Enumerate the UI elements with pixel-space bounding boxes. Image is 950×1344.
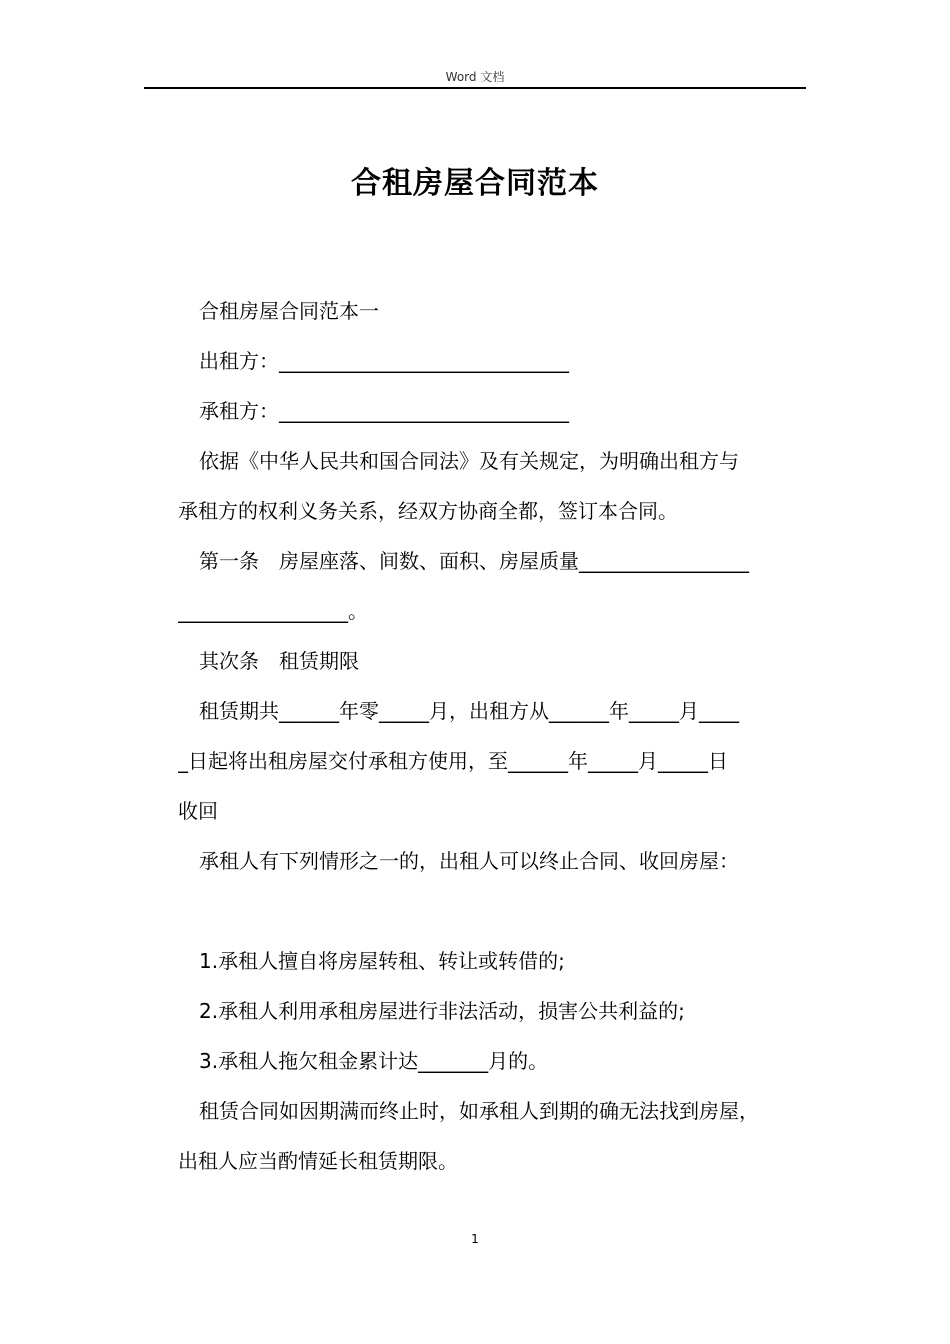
- blank-spacer: [178, 892, 802, 942]
- article-one-line: 第一条 房屋座落、间数、面积、房屋质量_________________: [199, 549, 749, 573]
- paragraph-line: 出租人应当酌情延长租赁期限。: [178, 1149, 458, 1173]
- article-two-heading: 其次条 租赁期限: [199, 649, 359, 673]
- list-item: 1.承租人擅自将房屋转租、转让或转借的;: [199, 949, 565, 973]
- lessee-field: 承租方：_____________________________: [199, 399, 569, 423]
- paragraph-line: 依据《中华人民共和国合同法》及有关规定，为明确出租方与: [199, 449, 739, 473]
- page-number: 1: [471, 1232, 479, 1246]
- lease-term-line: 租赁期共______年零_____月，出租方从______年_____月____: [199, 699, 739, 723]
- document-title: 合租房屋合同范本: [351, 166, 599, 201]
- lease-term-line: 收回: [178, 799, 218, 823]
- paragraph-line: 承租方的权利义务关系，经双方协商全都，签订本合同。: [178, 499, 678, 523]
- termination-intro: 承租人有下列情形之一的，出租人可以终止合同、收回房屋：: [199, 849, 739, 873]
- article-one-line: _________________。: [178, 599, 368, 623]
- lessor-field: 出租方：_____________________________: [199, 349, 569, 373]
- paragraph-line: 租赁合同如因期满而终止时，如承租人到期的确无法找到房屋，: [199, 1099, 759, 1123]
- page-header-text: Word 文档: [445, 70, 505, 84]
- header-divider: [144, 87, 806, 89]
- list-item: 2.承租人利用承租房屋进行非法活动，损害公共利益的;: [199, 999, 685, 1023]
- document-body: [178, 292, 802, 1192]
- list-item: 3.承租人拖欠租金累计达_______月的。: [199, 1049, 549, 1073]
- section-heading: 合租房屋合同范本一: [199, 299, 379, 323]
- lease-term-line: _日起将出租房屋交付承租方使用，至______年_____月_____日: [178, 749, 728, 773]
